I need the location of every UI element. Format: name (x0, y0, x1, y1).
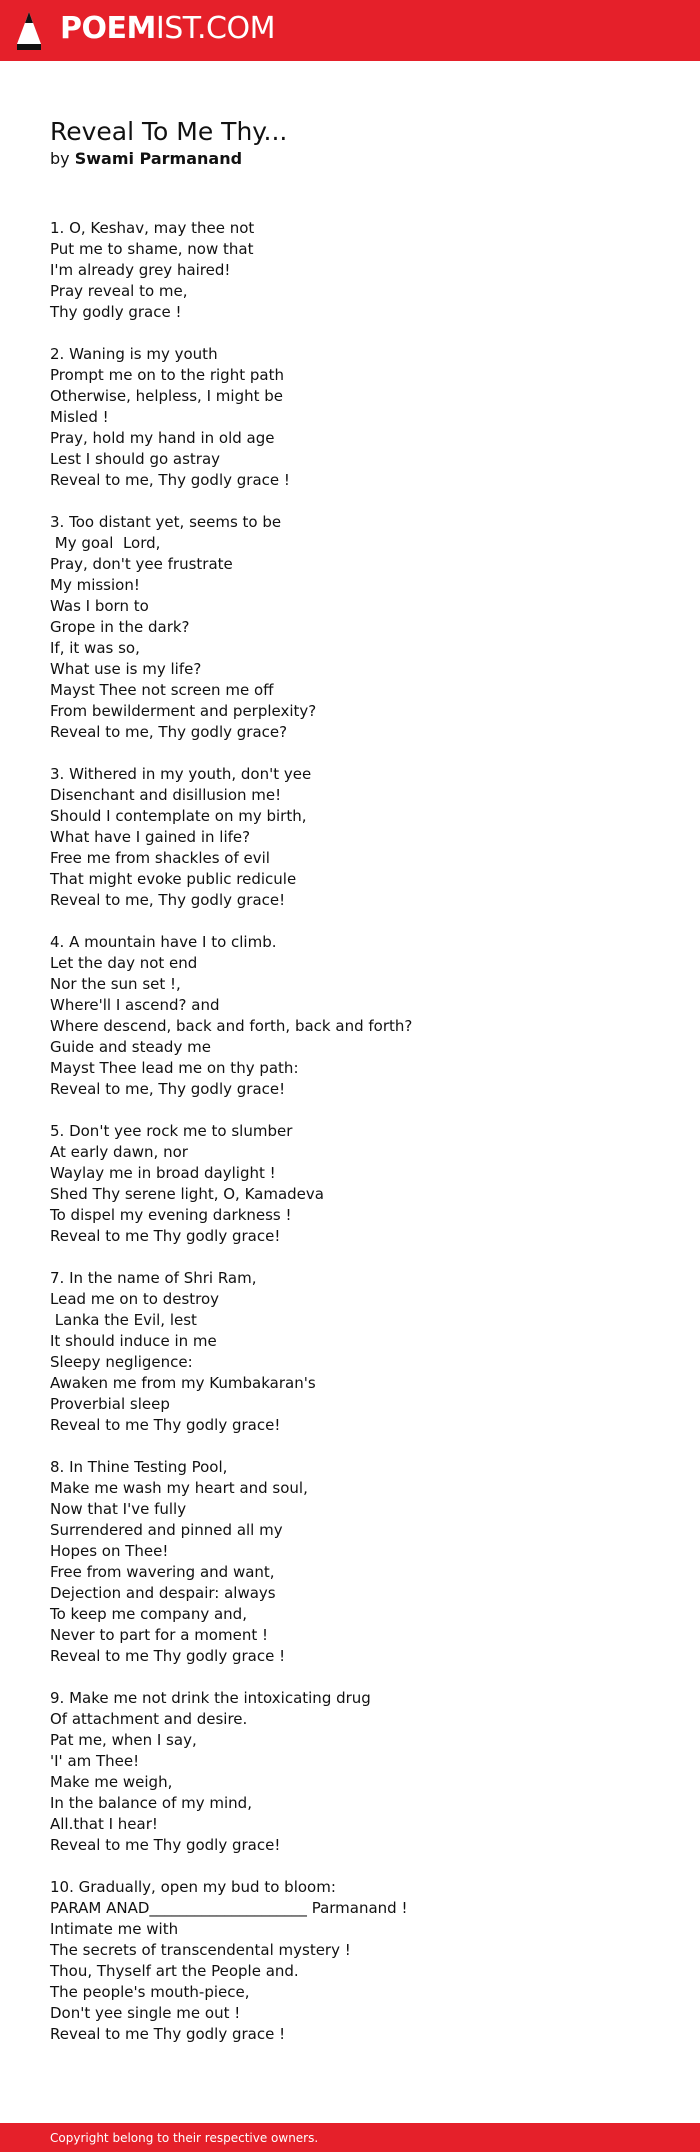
poem-line: Thy godly grace ! (50, 303, 182, 321)
poem-line: Grope in the dark? (50, 618, 190, 636)
site-footer (0, 2123, 700, 2152)
poem-line: Where'll I ascend? and (50, 996, 220, 1014)
poem-line: Lest I should go astray (50, 450, 221, 468)
author-name[interactable]: Swami Parmanand (74, 149, 243, 168)
poem-line: The people's mouth-piece, (50, 1983, 250, 2001)
poem-line: At early dawn, nor (50, 1143, 188, 1161)
poem-line: Reveal to me, Thy godly grace ! (50, 471, 290, 489)
poem-stanza (50, 932, 670, 1100)
poem-stanza (50, 1688, 670, 1856)
poem-line: 3. Withered in my youth, don't yee (50, 765, 312, 783)
poem-line: Now that I've fully (50, 1500, 187, 1518)
poem-line: 8. In Thine Testing Pool, (50, 1458, 228, 1476)
poem-line: In the balance of my mind, (50, 1794, 252, 1812)
poem-line: Mayst Thee not screen me off (50, 681, 274, 699)
site-header (0, 0, 700, 61)
poem-line: Nor the sun set !, (50, 975, 181, 993)
poem-line: Make me weigh, (50, 1773, 173, 1791)
pencil-tip-icon[interactable] (16, 11, 42, 51)
site-logo[interactable] (60, 12, 275, 46)
poem-stanza (50, 344, 670, 491)
poem-line: It should induce in me (50, 1332, 217, 1350)
poem-line: Reveal to me Thy godly grace! (50, 1836, 281, 1854)
poem-line: All.that I hear! (50, 1815, 158, 1833)
poem-line: Never to part for a moment ! (50, 1626, 268, 1644)
poem-line: Put me to shame, now that (50, 240, 254, 258)
poem-title: Reveal To Me Thy... (50, 117, 288, 146)
poem-line: 10. Gradually, open my bud to bloom: (50, 1878, 336, 1896)
poem-line: Lanka the Evil, lest (50, 1311, 197, 1329)
poem-line: Intimate me with (50, 1920, 179, 1938)
poem-line: Hopes on Thee! (50, 1542, 169, 1560)
poem-line: Reveal to me, Thy godly grace! (50, 1080, 286, 1098)
poem-line: Disenchant and disillusion me! (50, 786, 282, 804)
poem-line: That might evoke public redicule (50, 870, 297, 888)
poem-byline (50, 148, 242, 170)
poem-line: Pray reveal to me, (50, 282, 188, 300)
poem-body (50, 218, 670, 2066)
poem-line: Where descend, back and forth, back and forth? (50, 1017, 413, 1035)
poem-line: Reveal to me, Thy godly grace! (50, 891, 286, 909)
poem-line: Let the day not end (50, 954, 198, 972)
poem-line: Make me wash my heart and soul, (50, 1479, 308, 1497)
poem-line: 4. A mountain have I to climb. (50, 933, 277, 951)
poem-stanza (50, 764, 670, 911)
poem-line: Was I born to (50, 597, 149, 615)
poem-stanza (50, 1121, 670, 1247)
poem-line: 3. Too distant yet, seems to be (50, 513, 282, 531)
byline-prefix: by (50, 149, 70, 168)
poem-line: 1. O, Keshav, may thee not (50, 219, 255, 237)
poem-line: Reveal to me Thy godly grace ! (50, 2025, 286, 2043)
poem-line: Should I contemplate on my birth, (50, 807, 307, 825)
poem-line: 9. Make me not drink the intoxicating drug (50, 1689, 371, 1707)
copyright-text: Copyright belong to their respective owners. (50, 2131, 319, 2145)
poem-line: From bewilderment and perplexity? (50, 702, 317, 720)
poem-line: Dejection and despair: always (50, 1584, 276, 1602)
poem-line: Reveal to me Thy godly grace! (50, 1416, 281, 1434)
poem-line: Reveal to me Thy godly grace! (50, 1227, 281, 1245)
poem-line: Waylay me in broad daylight ! (50, 1164, 276, 1182)
poem-line: Thou, Thyself art the People and. (50, 1962, 299, 1980)
poem-line: Free from wavering and want, (50, 1563, 275, 1581)
poem-line: Otherwise, helpless, I might be (50, 387, 283, 405)
poem-stanza (50, 512, 670, 743)
poem-line: 5. Don't yee rock me to slumber (50, 1122, 293, 1140)
poem-line: My mission! (50, 576, 140, 594)
poem-line: To dispel my evening darkness ! (50, 1206, 292, 1224)
poem-line: Pray, don't yee frustrate (50, 555, 233, 573)
poem-line: Pat me, when I say, (50, 1731, 197, 1749)
poem-stanza (50, 218, 670, 323)
poem-line: 7. In the name of Shri Ram, (50, 1269, 257, 1287)
poem-line: Reveal to me Thy godly grace ! (50, 1647, 286, 1665)
poem-line: 'I' am Thee! (50, 1752, 140, 1770)
poem-line: Pray, hold my hand in old age (50, 429, 275, 447)
poem-line: Shed Thy serene light, O, Kamadeva (50, 1185, 324, 1203)
poem-line: Free me from shackles of evil (50, 849, 270, 867)
poem-line: Surrendered and pinned all my (50, 1521, 283, 1539)
poem-line: PARAM ANAD_____________________ Parmanand ! (50, 1899, 408, 1917)
poem-line: Guide and steady me (50, 1038, 211, 1056)
logo-bold-text: POEM (60, 11, 156, 46)
poem-stanza (50, 1268, 670, 1436)
poem-line: Awaken me from my Kumbakaran's (50, 1374, 316, 1392)
poem-line: I'm already grey haired! (50, 261, 231, 279)
poem-stanza (50, 1877, 670, 2045)
poem-line: Sleepy negligence: (50, 1353, 193, 1371)
poem-line: What use is my life? (50, 660, 202, 678)
poem-line: Reveal to me, Thy godly grace? (50, 723, 288, 741)
poem-line: My goal Lord, (50, 534, 161, 552)
poem-line: What have I gained in life? (50, 828, 251, 846)
poem-line: Mayst Thee lead me on thy path: (50, 1059, 299, 1077)
logo-light-text: IST.COM (155, 11, 275, 46)
poem-line: If, it was so, (50, 639, 140, 657)
poem-line: The secrets of transcendental mystery ! (50, 1941, 351, 1959)
poem-line: 2. Waning is my youth (50, 345, 218, 363)
poem-line: Don't yee single me out ! (50, 2004, 241, 2022)
poem-line: Prompt me on to the right path (50, 366, 284, 384)
poem-line: Lead me on to destroy (50, 1290, 220, 1308)
poem-line: Proverbial sleep (50, 1395, 170, 1413)
poem-line: To keep me company and, (50, 1605, 247, 1623)
poem-line: Misled ! (50, 408, 109, 426)
poem-stanza (50, 1457, 670, 1667)
poem-line: Of attachment and desire. (50, 1710, 248, 1728)
